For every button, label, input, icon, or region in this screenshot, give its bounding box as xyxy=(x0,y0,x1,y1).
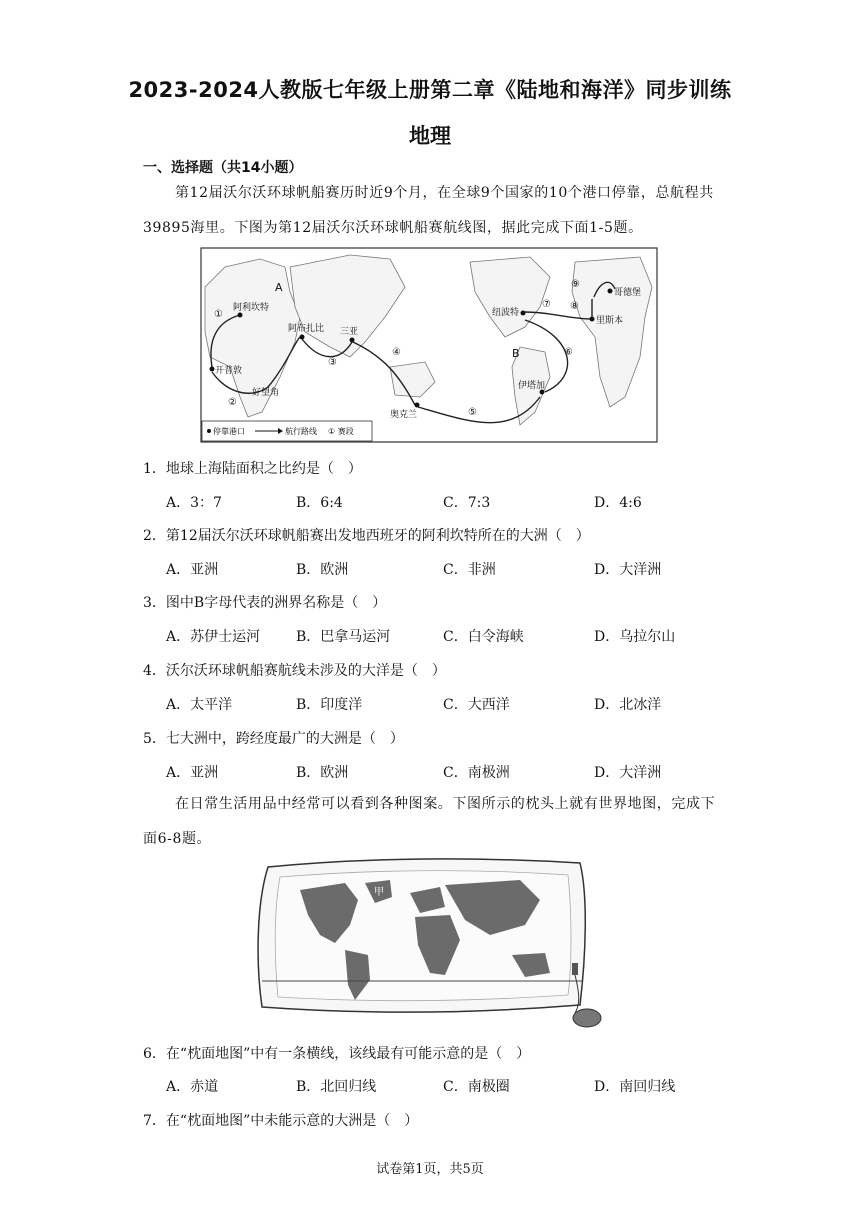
leg-marker: ④ xyxy=(392,347,401,358)
leg-marker: ⑨ xyxy=(571,279,580,290)
port-label: 伊塔加 xyxy=(518,381,546,391)
legend-leg: ① 赛段 xyxy=(328,427,354,436)
pillow-tag xyxy=(573,1009,601,1027)
leg-marker: ② xyxy=(228,397,237,408)
page-title: 2023-2024人教版七年级上册第二章《陆地和海洋》同步训练 xyxy=(128,78,732,102)
route-map xyxy=(200,247,658,443)
leg-marker: ⑧ xyxy=(570,301,579,312)
option-d[interactable]: D．大洋洲 xyxy=(594,562,662,578)
map-letter-b: B xyxy=(512,347,520,360)
map-label-jia: 甲 xyxy=(374,887,384,898)
page-footer: 试卷第1页，共5页 xyxy=(376,1162,484,1177)
question-1: 1．地球上海陆面积之比约是（ ） xyxy=(143,461,362,477)
pillow-map-figure xyxy=(250,855,610,1039)
option-c[interactable]: C．非洲 xyxy=(443,562,496,578)
leg-marker: ⑦ xyxy=(542,299,551,310)
passage-2: 在日常生活用品中经常可以看到各种图案。下图所示的枕头上就有世界地图，完成下面6-8题。 xyxy=(143,796,716,847)
question-2: 2．第12届沃尔沃环球帆船赛出发地西班牙的阿利坎特所在的大洲（ ） xyxy=(143,528,590,544)
option-a[interactable]: A．亚洲 xyxy=(166,765,219,781)
leg-marker: ① xyxy=(214,309,223,320)
question-5: 5．七大洲中，跨经度最广的大洲是（ ） xyxy=(143,731,404,747)
question-3: 3．图中B字母代表的洲界名称是（ ） xyxy=(143,595,387,611)
leg-marker: ⑤ xyxy=(468,407,477,418)
option-b[interactable]: B．印度洋 xyxy=(296,697,363,713)
port-label: 好望角 xyxy=(252,388,280,398)
option-d[interactable]: D．南回归线 xyxy=(594,1079,676,1095)
option-c[interactable]: C．大西洋 xyxy=(443,697,510,713)
option-c[interactable]: C．7:3 xyxy=(443,495,491,511)
port-label: 哥德堡 xyxy=(614,288,642,298)
port-label: 开普敦 xyxy=(215,366,243,376)
port-label: 三亚 xyxy=(340,327,359,337)
option-a[interactable]: A．亚洲 xyxy=(166,562,219,578)
question-6: 6．在“枕面地图”中有一条横线，该线最有可能示意的是（ ） xyxy=(143,1046,531,1062)
route-map-figure xyxy=(200,247,658,447)
port-label: 阿布扎比 xyxy=(288,324,325,334)
leg-marker: ⑥ xyxy=(564,347,573,358)
option-b[interactable]: B．欧洲 xyxy=(296,562,349,578)
page-subtitle: 地理 xyxy=(409,124,451,148)
option-d[interactable]: D．乌拉尔山 xyxy=(594,629,676,645)
option-b[interactable]: B．北回归线 xyxy=(296,1079,377,1095)
option-b[interactable]: B．欧洲 xyxy=(296,765,349,781)
legend-route: 航行路线 xyxy=(285,427,317,436)
passage-1: 第12届沃尔沃环球帆船赛历时近9个月，在全球9个国家的10个港口停靠，总航程共39895海里。下图为第12届沃尔沃环球帆船赛航线图，据此完成下面1-5题。 xyxy=(143,185,714,236)
option-a[interactable]: A．赤道 xyxy=(166,1079,219,1095)
option-c[interactable]: C．白令海峡 xyxy=(443,629,524,645)
option-b[interactable]: B．巴拿马运河 xyxy=(296,629,391,645)
option-a[interactable]: A．太平洋 xyxy=(166,697,233,713)
option-d[interactable]: D．大洋洲 xyxy=(594,765,662,781)
pillow-map xyxy=(250,855,610,1035)
port-label: 纽波特 xyxy=(492,308,520,318)
port-label: 奥克兰 xyxy=(390,410,418,420)
map-letter-a: A xyxy=(275,281,283,294)
option-a[interactable]: A．3：7 xyxy=(166,495,222,511)
leg-marker: ③ xyxy=(328,357,337,368)
option-a[interactable]: A．苏伊士运河 xyxy=(166,629,261,645)
section-heading: 一、选择题（共14小题） xyxy=(143,160,303,176)
question-4: 4．沃尔沃环球帆船赛航线未涉及的大洋是（ ） xyxy=(143,663,446,679)
port-label: 里斯本 xyxy=(596,316,624,326)
legend-port: 停靠港口 xyxy=(213,427,245,436)
map-legend xyxy=(202,421,372,441)
option-b[interactable]: B．6:4 xyxy=(296,495,343,511)
port-label: 阿利坎特 xyxy=(233,303,270,313)
option-d[interactable]: D．北冰洋 xyxy=(594,697,662,713)
question-7: 7．在“枕面地图”中未能示意的大洲是（ ） xyxy=(143,1113,419,1129)
option-c[interactable]: C．南极洲 xyxy=(443,765,510,781)
option-c[interactable]: C．南极圈 xyxy=(443,1079,510,1095)
option-d[interactable]: D．4:6 xyxy=(594,495,642,511)
